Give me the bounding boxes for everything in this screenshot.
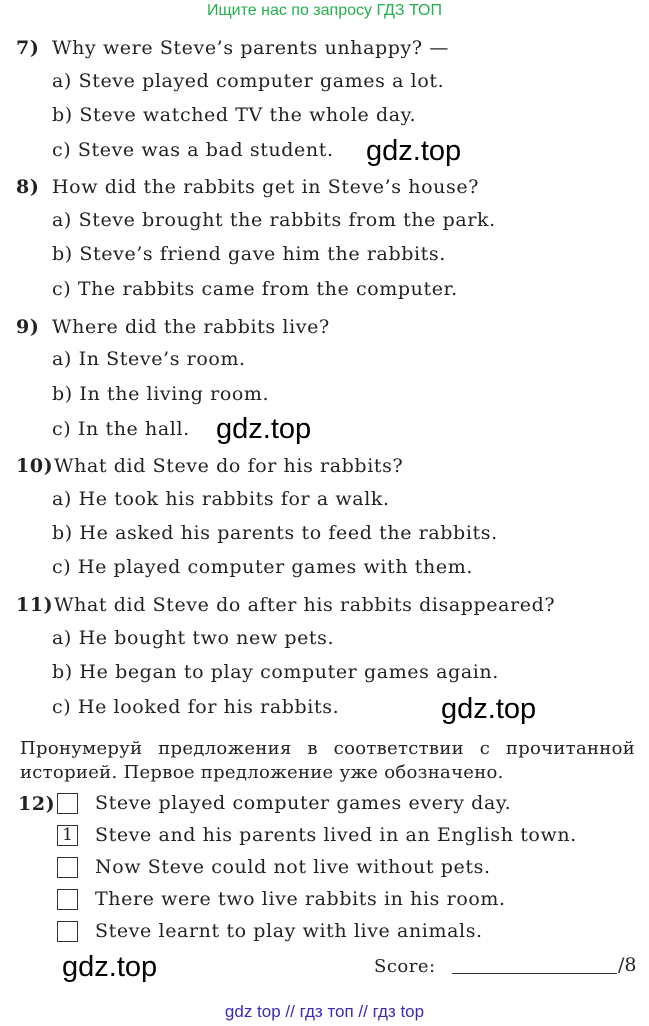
option-letter: a) [52, 627, 72, 649]
option-letter: b) [52, 243, 73, 265]
option-letter: c) [52, 696, 72, 718]
order-number-box[interactable]: 1 [57, 825, 78, 846]
option-text: He bought two new pets. [78, 627, 335, 649]
option-letter: a) [52, 348, 72, 370]
option-text: Steve’s friend gave him the rabbits. [79, 243, 446, 265]
option-text: In Steve’s room. [78, 348, 246, 370]
question-text[interactable]: Where did the rabbits live? [52, 316, 330, 338]
order-number-box[interactable] [57, 889, 78, 910]
instruction-text: Пронумеруй предложения в соответствии с прочитанной историей. Первое предложение уже обозначено. [20, 738, 635, 783]
option-letter: b) [52, 104, 73, 126]
order-number-box[interactable] [57, 857, 78, 878]
order-sentence: Steve learnt to play with live animals. [95, 920, 483, 942]
option-text: The rabbits came from the computer. [77, 278, 458, 300]
option-text: Steve brought the rabbits from the park. [78, 209, 496, 231]
answer-option[interactable] [52, 243, 446, 265]
answer-option[interactable] [52, 661, 499, 683]
option-letter: c) [52, 139, 72, 161]
option-text: He looked for his rabbits. [77, 696, 340, 718]
question-number: 7) [16, 37, 40, 59]
order-sentence: Now Steve could not live without pets. [95, 856, 491, 878]
option-text: Steve played computer games a lot. [78, 70, 445, 92]
answer-option[interactable] [52, 348, 246, 370]
question-text[interactable]: Why were Steve’s parents unhappy? — [52, 37, 449, 59]
question-number: 12) [18, 793, 56, 815]
answer-option[interactable] [52, 104, 416, 126]
option-text: He asked his parents to feed the rabbits. [79, 522, 498, 544]
option-text: Steve was a bad student. [77, 139, 334, 161]
answer-option[interactable] [52, 278, 458, 300]
option-letter: b) [52, 522, 73, 544]
watermark: gdz.top [216, 413, 312, 445]
answer-option[interactable] [52, 696, 339, 718]
option-text: He began to play computer games again. [79, 661, 499, 683]
option-letter: a) [52, 70, 72, 92]
question-number: 11) [16, 594, 54, 616]
answer-option[interactable] [52, 418, 190, 440]
question-number: 8) [16, 176, 40, 198]
answer-option[interactable] [52, 209, 496, 231]
order-number-box[interactable] [57, 793, 78, 814]
watermark: gdz.top [441, 693, 537, 725]
option-letter: c) [52, 556, 72, 578]
question-text[interactable]: What did Steve do for his rabbits? [54, 455, 404, 477]
answer-option[interactable] [52, 627, 334, 649]
question-number: 10) [16, 455, 54, 477]
answer-option[interactable] [52, 522, 498, 544]
option-letter: a) [52, 488, 72, 510]
order-number-box[interactable] [57, 921, 78, 942]
question-text[interactable]: How did the rabbits get in Steve’s house? [52, 176, 479, 198]
question-text[interactable]: What did Steve do after his rabbits disappeared? [54, 594, 556, 616]
answer-option[interactable] [52, 139, 334, 161]
option-text: In the living room. [79, 383, 270, 405]
order-sentence: Steve played computer games every day. [95, 792, 512, 814]
question-number: 9) [16, 316, 40, 338]
score-total: /8 [618, 954, 637, 976]
option-letter: b) [52, 383, 73, 405]
bottom-banner: gdz top // гдз топ // гдз top [224, 1002, 425, 1021]
watermark: gdz.top [366, 135, 462, 167]
option-text: Steve watched TV the whole day. [79, 104, 417, 126]
option-text: In the hall. [77, 418, 190, 440]
answer-option[interactable] [52, 383, 269, 405]
score-input-line[interactable] [452, 973, 617, 974]
option-letter: c) [52, 418, 72, 440]
option-letter: a) [52, 209, 72, 231]
answer-option[interactable] [52, 70, 444, 92]
score-label: Score: [374, 956, 436, 977]
option-text: He took his rabbits for a walk. [78, 488, 390, 510]
top-banner: Ищите нас по запросу ГДЗ ТОП [207, 2, 442, 19]
watermark: gdz.top [62, 951, 158, 983]
order-sentence: There were two live rabbits in his room. [95, 888, 506, 910]
option-letter: b) [52, 661, 73, 683]
option-letter: c) [52, 278, 72, 300]
answer-option[interactable] [52, 488, 390, 510]
order-sentence: Steve and his parents lived in an English town. [95, 824, 577, 846]
answer-option[interactable] [52, 556, 473, 578]
option-text: He played computer games with them. [77, 556, 473, 578]
